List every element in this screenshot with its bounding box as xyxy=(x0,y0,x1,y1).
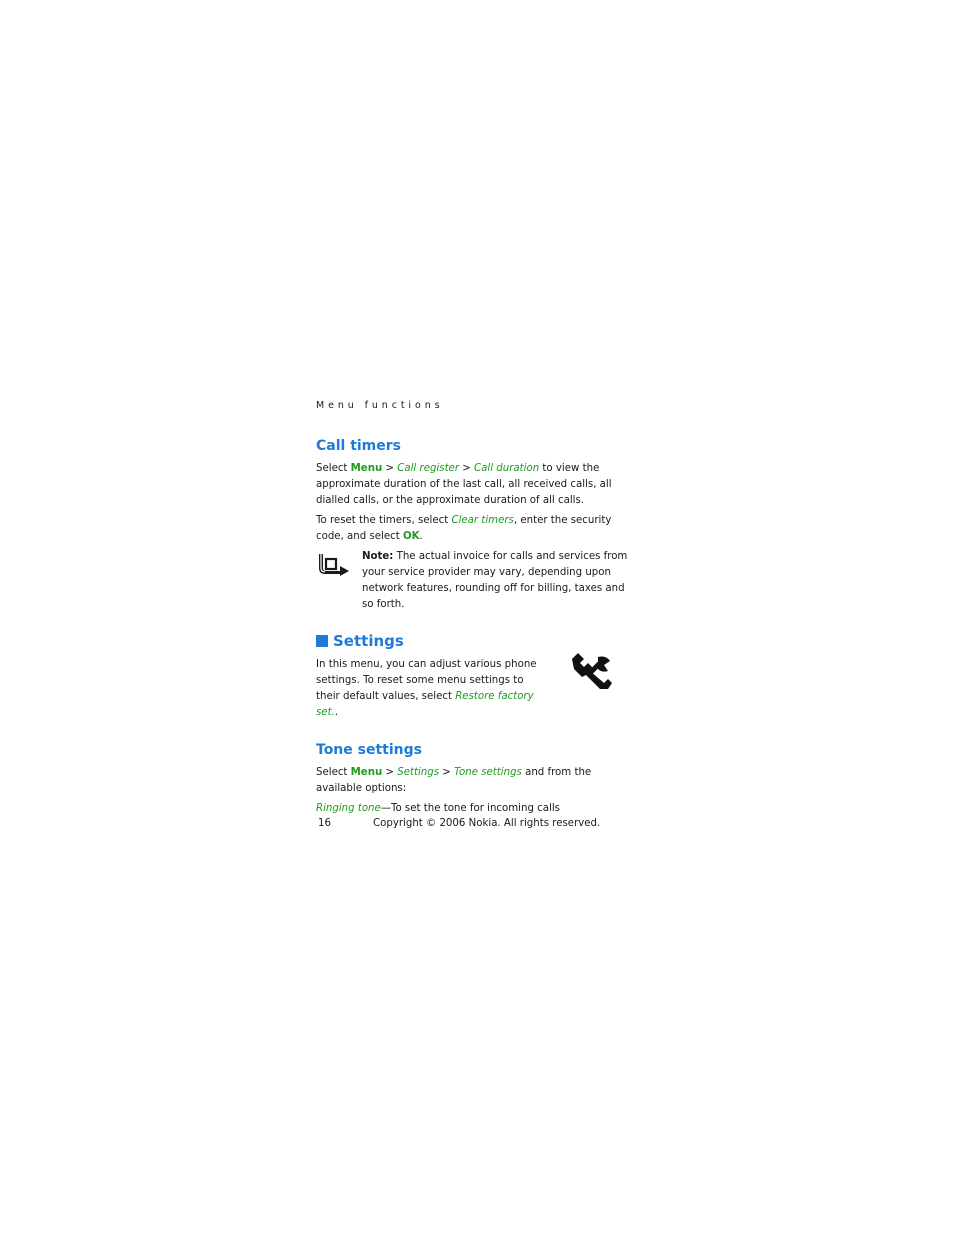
note-block xyxy=(316,549,628,613)
call-timers-paragraph-2 xyxy=(316,513,628,545)
tone-settings-paragraph-1 xyxy=(316,765,628,797)
square-bullet-icon xyxy=(316,635,328,647)
menu-keyword: Menu xyxy=(350,767,383,778)
paragraph-text: . xyxy=(419,531,423,542)
page-number: 16 xyxy=(318,818,331,829)
menu-item-tone-settings: Tone settings xyxy=(454,767,522,778)
path-separator: > xyxy=(382,463,398,474)
note-body: The actual invoice for calls and services from your service provider may vary, depending upon network features, rounding off for billing, taxes and so forth. xyxy=(362,551,628,610)
paragraph-text: To reset the timers, select xyxy=(316,515,452,526)
ok-keyword: OK xyxy=(402,531,420,542)
path-separator: > xyxy=(439,767,455,778)
menu-item-call-duration: Call duration xyxy=(474,463,540,474)
path-separator: > xyxy=(382,767,398,778)
wrench-icon xyxy=(570,651,614,691)
menu-item-settings: Settings xyxy=(397,767,440,778)
menu-item-call-register: Call register xyxy=(397,463,460,474)
running-header: Menu functions xyxy=(316,400,444,411)
paragraph-text: and from the available options: xyxy=(316,767,592,794)
option-description: —To set the tone for incoming calls xyxy=(380,803,560,814)
path-separator: > xyxy=(459,463,475,474)
paragraph-text: In this menu, you can adjust various phone settings. To reset some menu settings to their default values, select xyxy=(316,659,537,702)
settings-heading-text: Settings xyxy=(333,632,404,650)
settings-intro-text xyxy=(316,657,540,721)
paragraph-text: , enter the security code, and select xyxy=(316,515,612,542)
tone-settings-heading: Tone settings xyxy=(316,742,422,758)
settings-intro xyxy=(316,657,628,721)
paragraph-text: to view the approximate duration of the last call, all received calls, all dialled calls, or the approximate duration of all calls. xyxy=(316,463,612,506)
menu-keyword: Menu xyxy=(350,463,383,474)
page-content xyxy=(316,399,628,821)
menu-item-ringing-tone: Ringing tone xyxy=(316,803,381,814)
note-text xyxy=(362,549,628,613)
paragraph-text: . xyxy=(334,707,339,718)
menu-item-clear-timers: Clear timers xyxy=(451,515,514,526)
text-select: Select xyxy=(316,463,351,474)
call-timers-heading: Call timers xyxy=(316,438,402,454)
menu-item-restore-factory: Restore factory set. xyxy=(316,691,534,718)
text-select: Select xyxy=(316,767,351,778)
ringing-tone-option xyxy=(316,801,628,817)
note-label: Note: xyxy=(362,551,394,562)
call-timers-paragraph-1 xyxy=(316,461,628,509)
note-hand-icon xyxy=(316,551,352,577)
settings-section-heading xyxy=(316,631,628,651)
copyright-notice: Copyright © 2006 Nokia. All rights reserved. xyxy=(373,818,601,829)
